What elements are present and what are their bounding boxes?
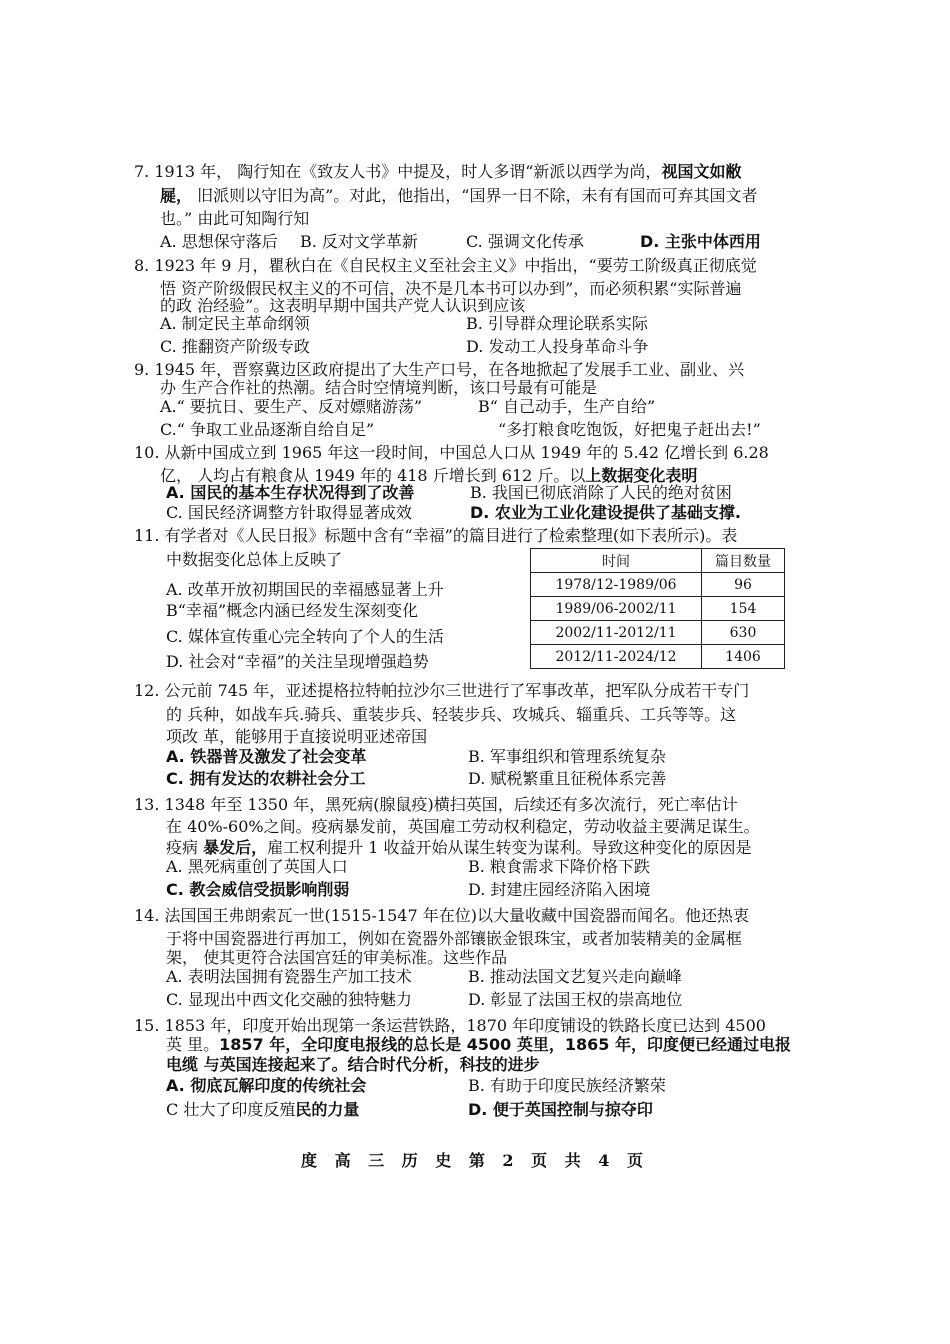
q8-option-a: A. 制定民主革命纲领 xyxy=(160,314,310,333)
q12-stem-2: 的 兵种，如战车兵.骑兵、重装步兵、轻装步兵、攻城兵、辎重兵、工兵等等。这 xyxy=(166,705,737,724)
q15-line-cd xyxy=(166,1100,359,1120)
q12-stem-3: 项改 革，能够用于直接说明亚述帝国 xyxy=(166,727,428,746)
table-cell-count: 1406 xyxy=(702,645,785,669)
q15-stem-3: 电缆 与英国连接起来了。结合时代分析，科技的进步 xyxy=(166,1055,540,1074)
table-header-count: 篇目数量 xyxy=(702,549,785,573)
q11-stem-1: 11. 有学者对《人民日报》标题中含有“幸福”的篇目进行了检索整理(如下表所示)。表 xyxy=(134,526,738,545)
q13-option-a: A. 黑死病重创了英国人口 xyxy=(166,857,348,876)
table-cell-count: 96 xyxy=(702,573,785,597)
q11-option-a: A. 改革开放初期国民的幸福感显著上升 xyxy=(166,580,444,599)
q13-stem-3a: 疫病 xyxy=(166,838,204,857)
q13-stem-2: 在 40%-60%之间。疫病暴发前，英国雇工劳动权利稳定，劳动收益主要满足谋生。 xyxy=(166,817,760,836)
q7-stem-2b: 旧派则以守旧为高”。对此，他指出，“国界一日不除，未有有国而可弃其国文者 xyxy=(192,186,758,205)
q11-option-b: B“幸福”概念内涵已经发生深刻变化 xyxy=(166,601,419,620)
q12-option-b: B. 军事组织和管理系统复杂 xyxy=(468,747,666,766)
q15-option-b: B. 有助于印度民族经济繁荣 xyxy=(468,1076,666,1095)
q15-option-a: A. 彻底瓦解印度的传统社会 xyxy=(166,1076,367,1095)
q13-line-3 xyxy=(166,838,751,858)
q14-option-c: C. 显现出中西文化交融的独特魅力 xyxy=(166,990,412,1009)
table-row xyxy=(531,573,785,597)
q13-stem-3b: 暴发后， xyxy=(203,838,268,857)
q15-option-d-letter: D. xyxy=(468,1100,488,1119)
q15-stem-2a: 英 里。 xyxy=(166,1035,220,1054)
q14-option-a: A. 表明法国拥有瓷器生产加工技术 xyxy=(166,967,412,986)
q14-stem-1: 14. 法国国王弗朗索瓦一世(1515-1547 年在位)以大量收藏中国瓷器而闻名。他还热衷 xyxy=(134,906,749,925)
q10-option-d: D. 农业为工业化建设提供了基础支撑. xyxy=(470,503,742,522)
page-footer: 度 高 三 历 史 第 2 页 共 4 页 xyxy=(301,1151,649,1170)
q8-option-d: D. 发动工人投身革命斗争 xyxy=(466,337,649,356)
table-header-time: 时间 xyxy=(531,549,702,573)
table-cell-period: 2012/11-2024/12 xyxy=(531,645,702,669)
table-cell-count: 154 xyxy=(702,597,785,621)
q10-option-c: C. 国民经济调整方针取得显著成效 xyxy=(166,503,412,522)
q15-option-d-text: 便于英国控制与掠夺印 xyxy=(487,1100,653,1119)
q8-stem-3: 的政 治经验”。这表明早期中国共产党人认识到应该 xyxy=(160,296,526,315)
q7-stem-3: 也。” 由此可知陶行知 xyxy=(160,209,310,228)
table-header-row xyxy=(531,549,785,573)
q10-stem-1: 10. 从新中国成立到 1965 年这一段时间，中国总人口从 1949 年的 5.42 亿增长到 6.28 xyxy=(134,443,769,462)
q7-line-1 xyxy=(134,162,741,182)
q9-option-b: B“ 自己动手，生产自给” xyxy=(478,397,656,416)
q7-option-a: A. 思想保守落后 xyxy=(160,232,278,251)
q15-option-d xyxy=(468,1100,653,1120)
q10-stem-2a: 亿， 人均占有粮食从 1949 年的 418 斤增长到 612 斤。以 xyxy=(160,466,586,485)
table-cell-period: 1978/12-1989/06 xyxy=(531,573,702,597)
q14-option-b: B. 推动法国文艺复兴走向巅峰 xyxy=(468,967,682,986)
table-cell-count: 630 xyxy=(702,621,785,645)
q15-stem-1: 15. 1853 年，印度开始出现第一条运营铁路，1870 年印度铺设的铁路长度已达到 4500 xyxy=(134,1016,766,1035)
q13-stem-3c: 雇工权利提升 1 收益开始从谋生转变为谋利。导致这种变化的原因是 xyxy=(267,838,752,857)
q7-option-d: D. 主张中体西用 xyxy=(640,232,761,251)
q14-option-d: D. 彰显了法国王权的崇高地位 xyxy=(468,990,683,1009)
q12-option-c: C. 拥有发达的农耕社会分工 xyxy=(166,769,366,788)
q12-option-d: D. 赋税繁重且征税体系完善 xyxy=(468,769,667,788)
q11-option-c: C. 媒体宣传重心完全转向了个人的生活 xyxy=(166,627,444,646)
q11-option-d: D. 社会对“幸福”的关注呈现增强趋势 xyxy=(166,652,429,671)
table-cell-period: 2002/11-2012/11 xyxy=(531,621,702,645)
q15-stem-2b: 1857 年，全印度电报线的总长是 4500 英里，1865 年，印度便已经通过电报 xyxy=(219,1035,791,1054)
q9-option-a: A.“ 要抗日、要生产、反对嫖赌游荡” xyxy=(160,397,423,416)
q10-option-b: B. 我国已彻底消除了人民的绝对贫困 xyxy=(470,483,732,502)
table-row xyxy=(531,645,785,669)
q12-stem-1: 12. 公元前 745 年，亚述提格拉特帕拉沙尔三世进行了军事改革，把军队分成若干专门 xyxy=(134,681,750,700)
q13-stem-1: 13. 1348 年至 1350 年，黑死病(腺鼠疫)横扫英国，后续还有多次流行，死亡率估计 xyxy=(134,795,738,814)
q7-option-b: B. 反对文学革新 xyxy=(300,232,418,251)
q15-line-2 xyxy=(166,1035,791,1055)
q9-stem-2: 办 生产合作社的热潮。结合时空情境判断，该口号最有可能是 xyxy=(160,378,598,397)
q15-option-c-b: 民的力量 xyxy=(295,1100,360,1119)
table-row xyxy=(531,597,785,621)
q13-option-b: B. 粮食需求下降价格下跌 xyxy=(468,857,650,876)
q11-stem-2: 中数据变化总体上反映了 xyxy=(166,550,343,569)
table-row xyxy=(531,621,785,645)
q8-stem-2: 悟 资产阶级假民权主义的不可信，决不是几本书可以办到”，而必须积累“实际普遍 xyxy=(160,279,742,298)
q13-option-c: C. 教会威信受损影响削弱 xyxy=(166,880,350,899)
q9-option-d: “多打粮食吃饱饭，好把鬼子赶出去!” xyxy=(498,420,761,439)
q8-option-b: B. 引导群众理论联系实际 xyxy=(466,314,648,333)
q15-option-c-a: C 壮大了印度反殖 xyxy=(166,1100,296,1119)
q14-stem-2: 于将中国瓷器进行再加工，例如在瓷器外部镶嵌金银珠宝，或者加装精美的金属框 xyxy=(166,929,743,948)
q12-option-a: A. 铁器普及激发了社会变革 xyxy=(166,747,367,766)
q7-stem-1b: 视国文如敝 xyxy=(661,162,742,181)
q10-option-a: A. 国民的基本生存状况得到了改善 xyxy=(166,483,415,502)
q9-stem-1: 9. 1945 年，晋察冀边区政府提出了大生产口号，在各地掀起了发展手工业、副业、兴 xyxy=(134,360,745,379)
q7-stem-2a: 屣， xyxy=(160,186,193,205)
q7-line-2 xyxy=(160,186,757,206)
q8-stem-1: 8. 1923 年 9 月，瞿秋白在《自民权主义至社会主义》中指出，“要劳工阶级真正彻底觉 xyxy=(134,256,757,275)
table-cell-period: 1989/06-2002/11 xyxy=(531,597,702,621)
q10-stem-2b: 上数据变化表明 xyxy=(585,466,698,485)
q7-option-c: C. 强调文化传承 xyxy=(466,232,584,251)
q7-stem-1a: 7. 1913 年， 陶行知在《致友人书》中提及，时人多谓“新派以西学为尚， xyxy=(134,162,662,181)
q14-stem-3: 架， 使其更符合法国宫廷的审美标准。这些作品 xyxy=(166,948,508,967)
q9-option-c: C.“ 争取工业品逐渐自给自足” xyxy=(160,420,375,439)
q11-data-table xyxy=(530,548,785,669)
q13-option-d: D. 封建庄园经济陷入困境 xyxy=(468,880,651,899)
q8-option-c: C. 推翻资产阶级专政 xyxy=(160,337,310,356)
